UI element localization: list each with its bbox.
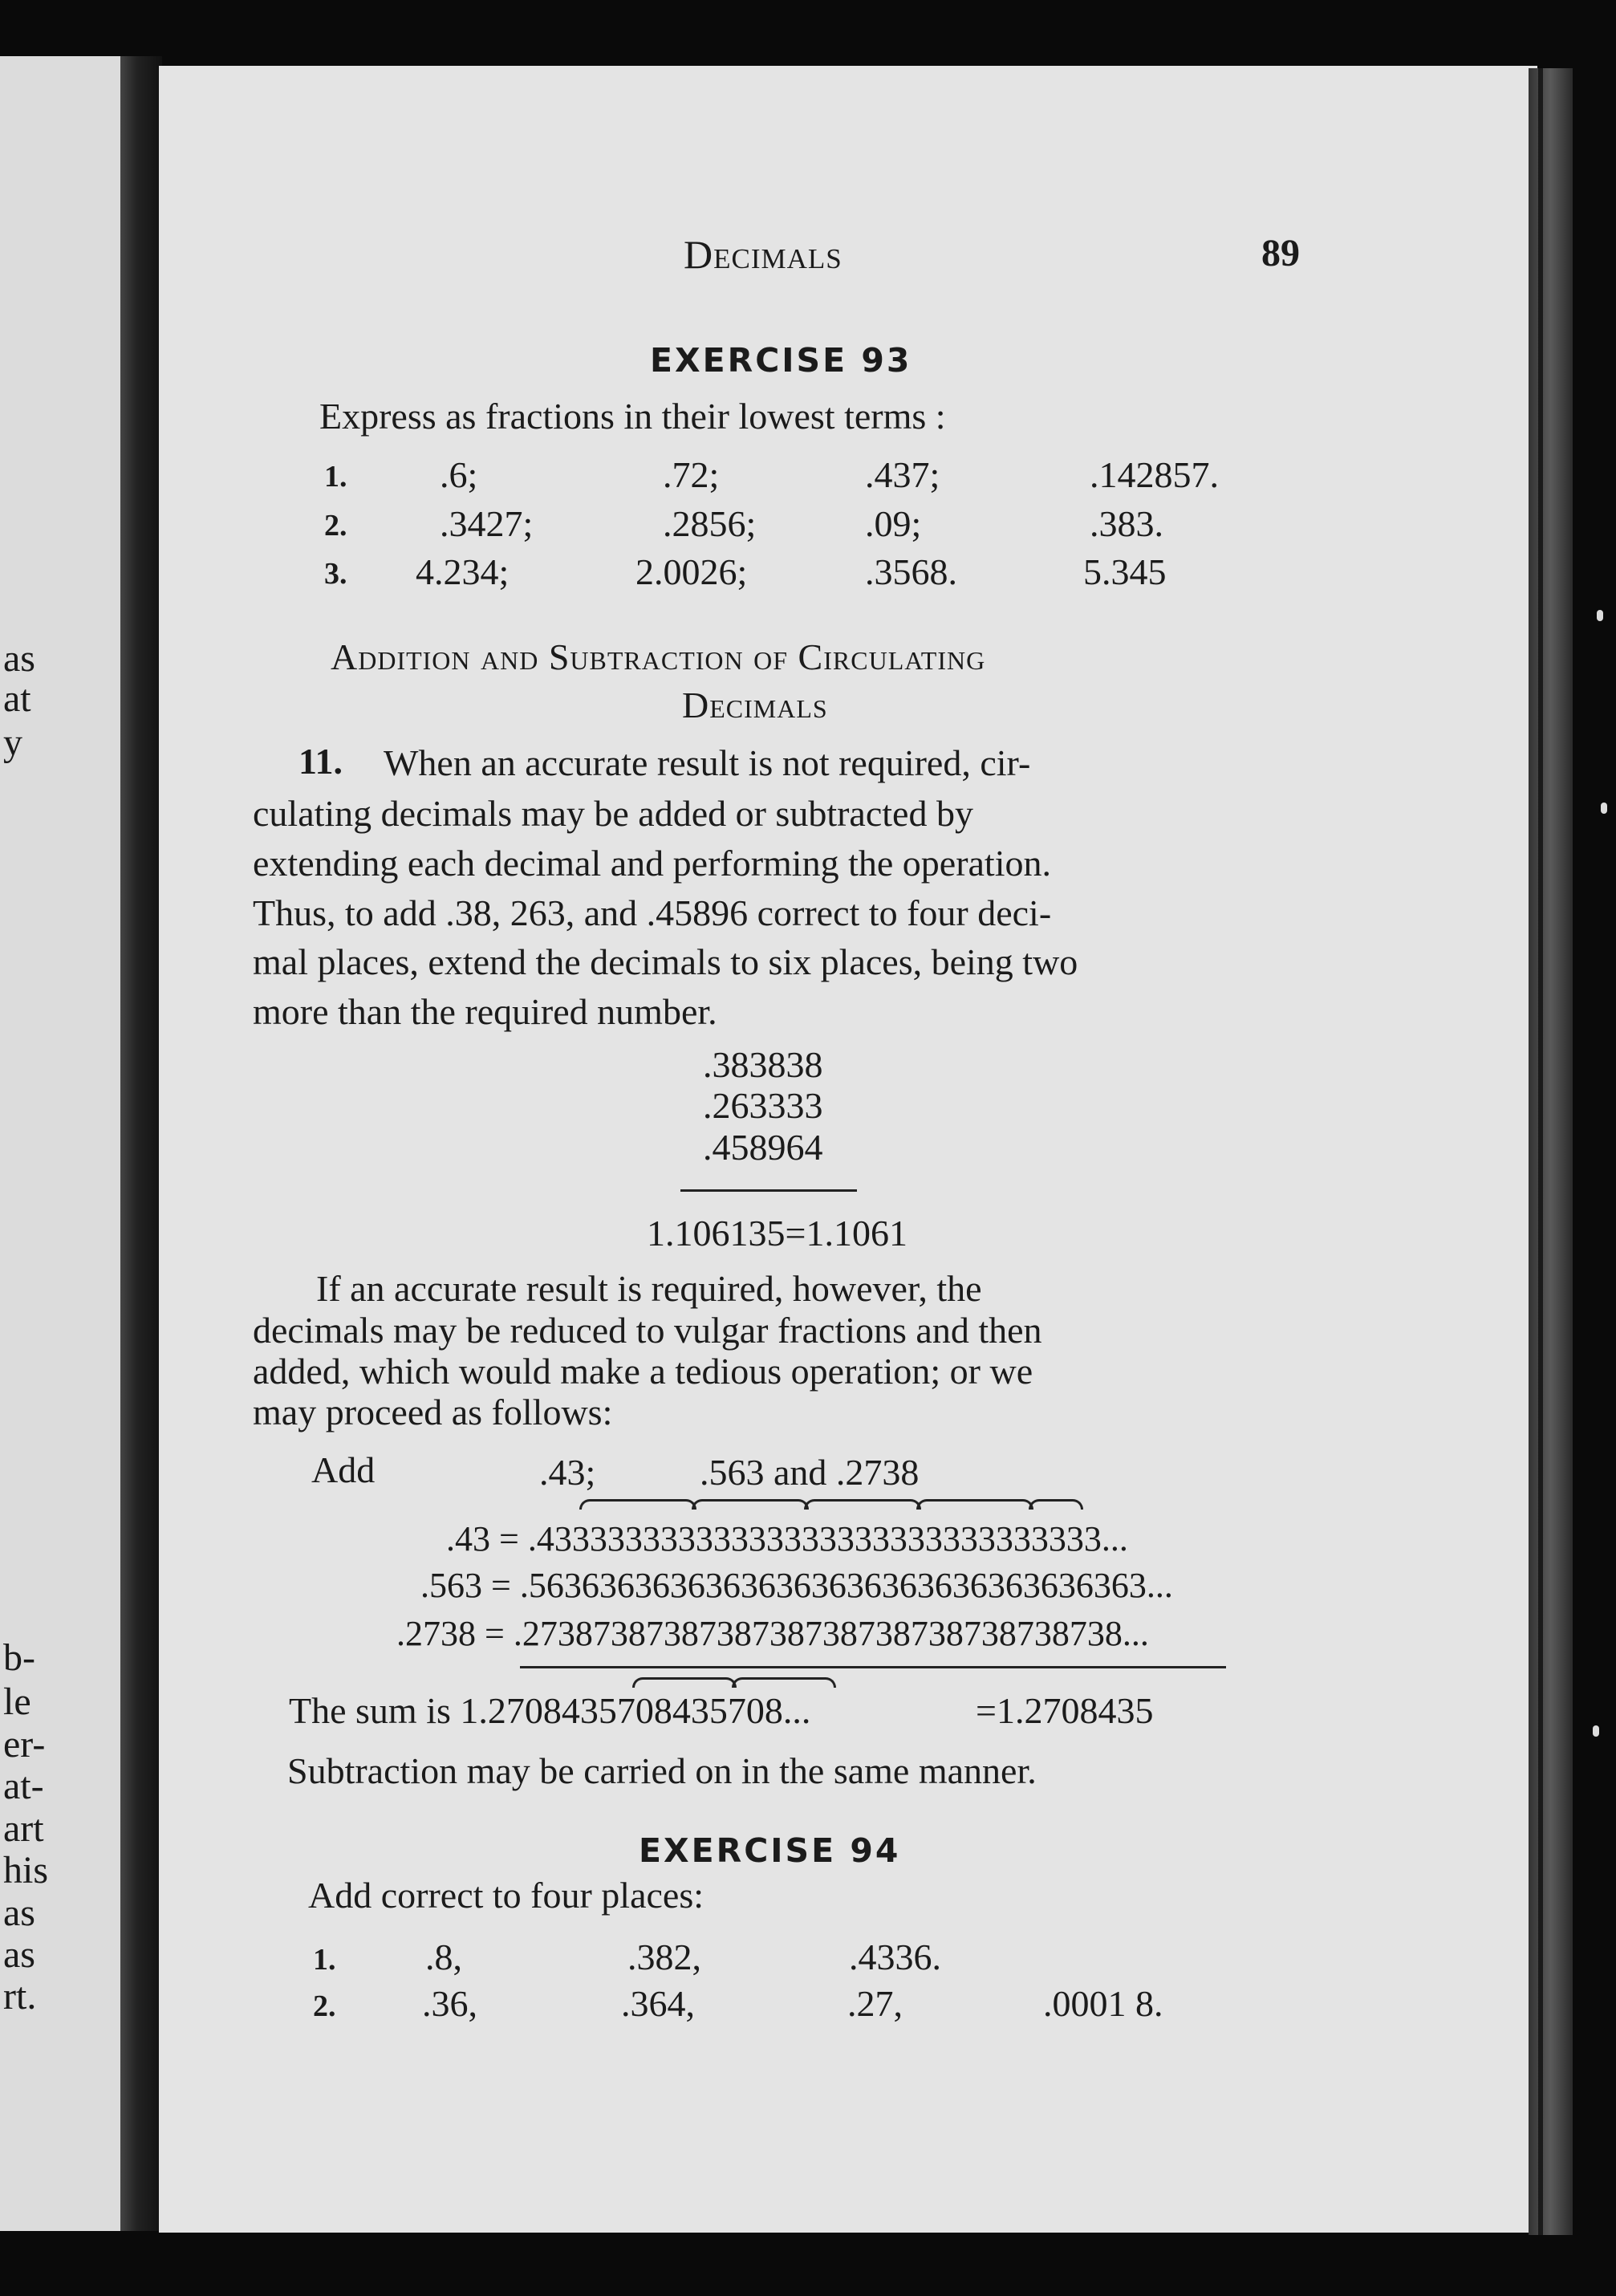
problem-item: .383. bbox=[1090, 503, 1163, 544]
paragraph-line: extending each decimal and performing the operation. bbox=[253, 843, 1051, 884]
paragraph-line: more than the required number. bbox=[253, 991, 717, 1032]
problem-item: 2.0026; bbox=[635, 551, 748, 592]
expansion-line: .43 = .43333333333333333333333333333333... bbox=[446, 1519, 1128, 1558]
problem-item: .382, bbox=[627, 1936, 701, 1977]
operand: .43; bbox=[539, 1452, 596, 1493]
section-heading: Decimals bbox=[682, 685, 828, 725]
paragraph-line: added, which would make a tedious operation; or we bbox=[253, 1351, 1033, 1392]
problem-item: .2856; bbox=[663, 503, 757, 544]
period-brace bbox=[804, 1499, 921, 1510]
scan-speck bbox=[1597, 610, 1603, 621]
paragraph-line: culating decimals may be added or subtracted by bbox=[253, 793, 973, 834]
paragraph-number: 11. bbox=[298, 741, 343, 782]
problem-number: 1. bbox=[324, 460, 347, 494]
problem-item: .36, bbox=[422, 1983, 477, 2024]
exercise-instruction: Add correct to four places: bbox=[308, 1875, 704, 1916]
sum-rule bbox=[520, 1666, 1226, 1668]
problem-item: .72; bbox=[663, 454, 720, 495]
page-edge bbox=[1529, 68, 1573, 2235]
problem-item: .364, bbox=[621, 1983, 695, 2024]
problem-item: .6; bbox=[440, 454, 478, 495]
subtraction-note: Subtraction may be carried on in the same manner. bbox=[287, 1750, 1037, 1791]
addition-result: 1.106135=1.1061 bbox=[647, 1213, 907, 1254]
paragraph-line: When an accurate result is not required, cir- bbox=[384, 742, 1031, 783]
exercise-heading: EXERCISE 94 bbox=[639, 1831, 901, 1870]
add-label: Add bbox=[311, 1449, 376, 1490]
problem-item: .09; bbox=[865, 503, 922, 544]
addend: .383838 bbox=[703, 1044, 823, 1085]
margin-fragment: art bbox=[3, 1807, 44, 1850]
running-head-title: Decimals bbox=[684, 232, 843, 277]
addend: .458964 bbox=[703, 1127, 823, 1168]
exercise-instruction: Express as fractions in their lowest terms : bbox=[319, 396, 946, 437]
problem-item: .142857. bbox=[1090, 454, 1219, 495]
margin-fragment: er- bbox=[3, 1723, 46, 1766]
paragraph-line: may proceed as follows: bbox=[253, 1392, 613, 1432]
period-brace bbox=[632, 1677, 737, 1688]
scan-speck bbox=[1593, 1725, 1599, 1737]
margin-fragment: le bbox=[3, 1680, 31, 1723]
section-heading: Addition and Subtraction of Circulating bbox=[331, 636, 986, 677]
problem-item: .0001 8. bbox=[1043, 1983, 1163, 2024]
period-brace bbox=[579, 1499, 696, 1510]
scan-speck bbox=[1601, 803, 1607, 814]
margin-fragment: at bbox=[3, 677, 31, 720]
problem-item: .27, bbox=[847, 1983, 903, 2024]
paragraph-line: mal places, extend the decimals to six places, being two bbox=[253, 941, 1078, 982]
paragraph-line: If an accurate result is required, however, the bbox=[316, 1268, 982, 1309]
problem-item: .3568. bbox=[865, 551, 957, 592]
exercise-heading: EXERCISE 93 bbox=[650, 341, 912, 380]
margin-fragment: as bbox=[3, 637, 35, 680]
paragraph-line: Thus, to add .38, 263, and .45896 correct to four deci- bbox=[253, 892, 1052, 933]
problem-item: .4336. bbox=[849, 1936, 941, 1977]
page-number: 89 bbox=[1261, 232, 1300, 274]
sum-rule bbox=[680, 1189, 857, 1192]
problem-number: 1. bbox=[313, 1943, 336, 1977]
problem-item: .8, bbox=[425, 1936, 462, 1977]
period-brace bbox=[692, 1499, 809, 1510]
problem-item: 4.234; bbox=[416, 551, 510, 592]
paragraph-line: decimals may be reduced to vulgar fractions and then bbox=[253, 1310, 1042, 1351]
margin-fragment: y bbox=[3, 721, 22, 764]
problem-number: 2. bbox=[324, 509, 347, 543]
addend: .263333 bbox=[703, 1085, 823, 1126]
problem-item: 5.345 bbox=[1083, 551, 1167, 592]
expansion-line: .563 = .56363636363636363636363636363636363... bbox=[420, 1566, 1173, 1605]
margin-fragment: as bbox=[3, 1933, 35, 1976]
sum-statement: The sum is 1.2708435708435708... bbox=[289, 1690, 811, 1731]
problem-item: .437; bbox=[865, 454, 940, 495]
problem-item: .3427; bbox=[440, 503, 534, 544]
problem-number: 2. bbox=[313, 1989, 336, 2023]
margin-fragment: b- bbox=[3, 1636, 35, 1679]
expansion-line: .2738 = .2738738738738738738738738738738738... bbox=[396, 1614, 1149, 1653]
problem-number: 3. bbox=[324, 557, 347, 591]
margin-fragment: his bbox=[3, 1849, 49, 1892]
period-brace bbox=[732, 1677, 836, 1688]
operand: .563 and .2738 bbox=[700, 1452, 920, 1493]
period-brace bbox=[916, 1499, 1033, 1510]
margin-fragment: at- bbox=[3, 1765, 44, 1807]
margin-fragment: rt. bbox=[3, 1975, 37, 2018]
sum-value: =1.2708435 bbox=[976, 1690, 1154, 1731]
period-brace bbox=[1029, 1499, 1083, 1510]
margin-fragment: as bbox=[3, 1892, 35, 1934]
book-gutter bbox=[120, 56, 162, 2231]
